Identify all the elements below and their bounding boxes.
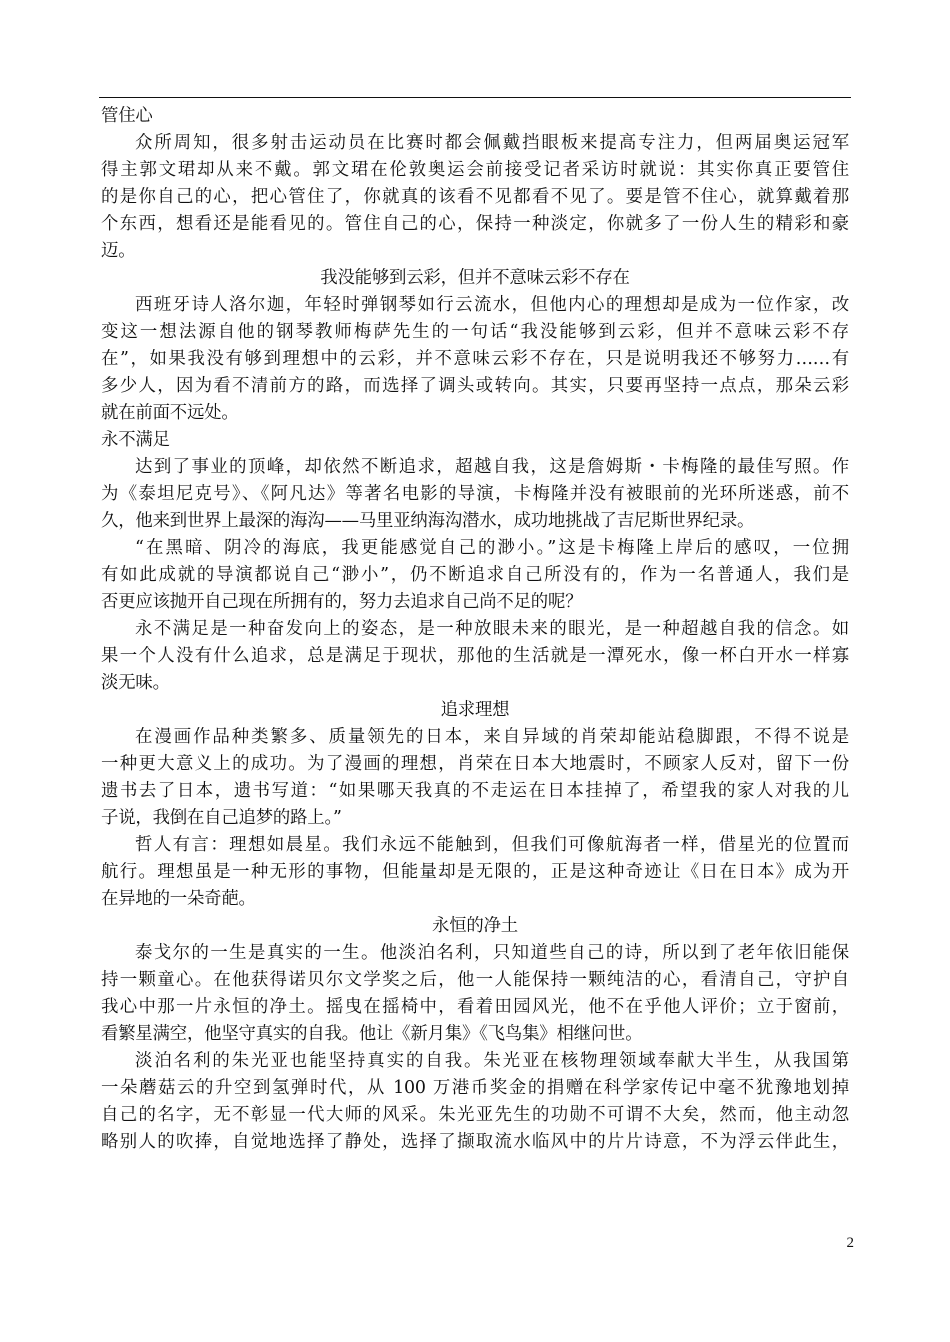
text-line: 达到了事业的顶峰，却依然不断追求，超越自我，这是詹姆斯・卡梅隆的最佳写照。作 bbox=[135, 457, 849, 477]
text-line: 有如此成就的导演都说自己“渺小”，仍不断追求自己所没有的，作为一名普通人，我们是 bbox=[101, 565, 849, 585]
text-line: 持一颗童心。在他获得诺贝尔文学奖之后，他一人能保持一颗纯洁的心，看清自己，守护自 bbox=[101, 970, 849, 990]
text-line: 的是你自己的心，把心管住了，你就真的该看不见都看不见了。要是管不住心，就算戴着那 bbox=[101, 187, 849, 207]
text-line: 果一个人没有什么追求，总是满足于现状，那他的生活就是一潭死水，像一杯白开水一样寡 bbox=[101, 646, 849, 666]
text-line: 就在前面不远处。 bbox=[101, 403, 239, 423]
text-line: 西班牙诗人洛尔迦，年轻时弹钢琴如行云流水，但他内心的理想却是成为一位作家，改 bbox=[135, 295, 849, 315]
text-line: 自己的名字，无不彰显一代大师的风采。朱光亚先生的功勋不可谓不大矣，然而，他主动忽 bbox=[101, 1105, 849, 1125]
section-heading: 永恒的净土 bbox=[432, 916, 518, 936]
section-heading: 我没能够到云彩，但并不意味云彩不存在 bbox=[320, 268, 630, 288]
text-line: 在”，如果我没有够到理想中的云彩，并不意味云彩不存在，只是说明我还不够努力……有 bbox=[101, 349, 849, 369]
text-line: 在漫画作品种类繁多、质量领先的日本，来自异域的肖荣却能站稳脚跟，不得不说是 bbox=[135, 727, 849, 747]
text-line: 我心中那一片永恒的净土。摇曳在摇椅中，看着田园风光，他不在乎他人评价；立于窗前， bbox=[101, 997, 849, 1017]
text-line: 看繁星满空，他坚守真实的自我。他让《新月集》《飞鸟集》相继问世。 bbox=[101, 1024, 643, 1044]
text-line: 多少人，因为看不清前方的路，而选择了调头或转向。其实，只要再坚持一点点，那朵云彩 bbox=[101, 376, 849, 396]
text-line: 一朵蘑菇云的升空到氢弹时代，从 100 万港币奖金的捐赠在科学家传记中毫不犹豫地划掉 bbox=[101, 1078, 849, 1098]
text-line: 为《泰坦尼克号》、《阿凡达》等著名电影的导演，卡梅隆并没有被眼前的光环所迷惑，前不 bbox=[101, 484, 849, 504]
page-number: 2 bbox=[846, 1235, 854, 1251]
text-line: 否更应该抛开自己现在所拥有的，努力去追求自己尚不足的呢？ bbox=[101, 592, 583, 612]
header-rule bbox=[99, 97, 851, 98]
text-line: 泰戈尔的一生是真实的一生。他淡泊名利，只知道些自己的诗，所以到了老年依旧能保 bbox=[135, 943, 849, 963]
text-line: 一种更大意义上的成功。为了漫画的理想，肖荣在日本大地震时，不顾家人反对，留下一份 bbox=[101, 754, 849, 774]
text-line: 久，他来到世界上最深的海沟——马里亚纳海沟潜水，成功地挑战了吉尼斯世界纪录。 bbox=[101, 511, 755, 531]
text-line: 航行。理想虽是一种无形的事物，但能量却是无限的，正是这种奇迹让《日在日本》成为开 bbox=[101, 862, 849, 882]
text-line: 哲人有言：理想如晨星。我们永远不能触到，但我们可像航海者一样，借星光的位置而 bbox=[135, 835, 849, 855]
text-line: 子说，我倒在自己追梦的路上。” bbox=[101, 808, 342, 828]
text-line: 变这一想法源自他的钢琴教师梅萨先生的一句话“我没能够到云彩，但并不意味云彩不存 bbox=[101, 322, 849, 342]
text-line: 永不满足 bbox=[101, 430, 170, 450]
text-line: 在异地的一朵奇葩。 bbox=[101, 889, 256, 909]
text-line: 众所周知，很多射击运动员在比赛时都会佩戴挡眼板来提高专注力，但两届奥运冠军 bbox=[135, 133, 849, 153]
text-line: 得主郭文珺却从来不戴。郭文珺在伦敦奥运会前接受记者采访时就说：其实你真正要管住 bbox=[101, 160, 849, 180]
text-line: 淡泊名利的朱光亚也能坚持真实的自我。朱光亚在核物理领域奉献大半生，从我国第 bbox=[135, 1051, 849, 1071]
text-line: 遗书去了日本，遗书写道：“如果哪天我真的不走运在日本挂掉了，希望我的家人对我的儿 bbox=[101, 781, 849, 801]
text-line: “在黑暗、阴冷的海底，我更能感觉自己的渺小。”这是卡梅隆上岸后的感叹，一位拥 bbox=[135, 538, 849, 558]
text-line: 管住心 bbox=[101, 106, 153, 126]
text-line: 淡无味。 bbox=[101, 673, 170, 693]
text-line: 略别人的吹捧，自觉地选择了静处，选择了撷取流水临风中的片片诗意，不为浮云伴此生， bbox=[101, 1132, 849, 1152]
text-line: 个东西，想看还是能看见的。管住自己的心，保持一种淡定，你就多了一份人生的精彩和豪 bbox=[101, 214, 849, 234]
document-body bbox=[101, 103, 849, 1156]
text-line: 迈。 bbox=[101, 241, 136, 261]
text-line: 永不满足是一种奋发向上的姿态，是一种放眼未来的眼光，是一种超越自我的信念。如 bbox=[135, 619, 849, 639]
section-heading: 追求理想 bbox=[440, 700, 510, 720]
